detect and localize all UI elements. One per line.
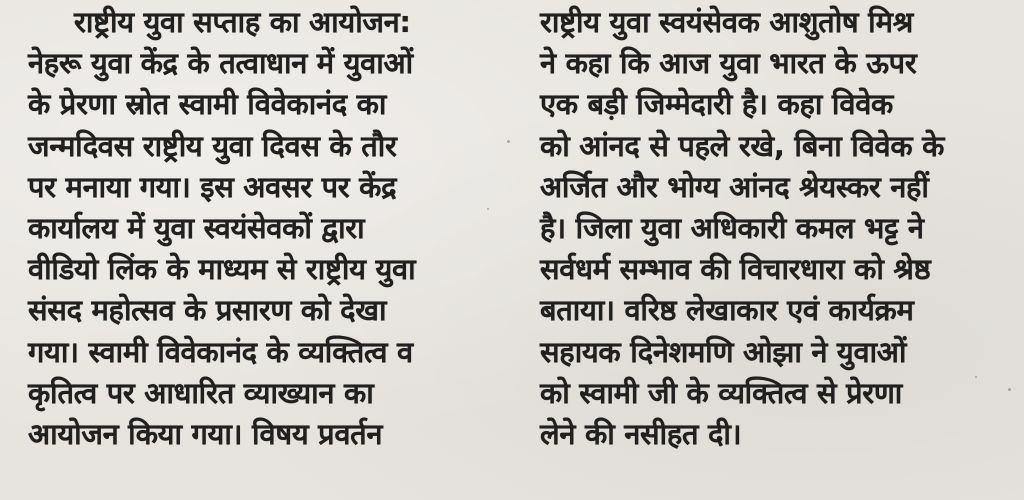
- print-speck: [975, 376, 977, 378]
- text-line: जन्मदिवस राष्ट्रीय युवा दिवस के तौर: [28, 128, 397, 163]
- text-line: के प्रेरणा स्रोत स्वामी विवेकानंद का: [28, 87, 387, 122]
- text-line: को आंनद से पहले रखे, बिना विवेक के: [540, 128, 945, 163]
- text-line: वीडियो लिंक के माध्यम से राष्ट्रीय युवा: [28, 252, 416, 287]
- text-line: राष्ट्रीय युवा स्वयंसेवक आशुतोष मिश्र: [540, 5, 913, 39]
- text-line: नेहरू युवा केंद्र के तत्वाधान में युवाओं: [28, 46, 413, 81]
- print-speck: [487, 208, 489, 210]
- text-line: बताया। वरिष्ठ लेखाकार एवं कार्यक्रम: [540, 293, 914, 328]
- text-line: सर्वधर्म सम्भाव की विचारधारा को श्रेष्ठ: [540, 252, 931, 287]
- text-line: सहायक दिनेशमणि ओझा ने युवाओं: [540, 334, 907, 369]
- text-line: को स्वामी जी के व्यक्तित्व से प्रेरणा: [540, 375, 903, 410]
- text-line: ने कहा कि आज युवा भारत के ऊपर: [540, 46, 917, 81]
- headline-line: राष्ट्रीय युवा सप्ताह का आयोजन:: [74, 5, 411, 39]
- text-line: आयोजन किया गया। विषय प्रवर्तन: [28, 417, 383, 452]
- text-line: पर मनाया गया। इस अवसर पर केंद्र: [28, 169, 397, 204]
- text-line: है। जिला युवा अधिकारी कमल भट्ट ने: [540, 211, 924, 246]
- print-speck: [1008, 388, 1011, 391]
- text-line: गया। स्वामी विवेकानंद के व्यक्तित्व व: [28, 334, 413, 369]
- text-line: एक बड़ी जिम्मेदारी है। कहा विवेक: [540, 87, 894, 122]
- right-column: [540, 2, 1010, 455]
- print-speck: [507, 140, 510, 143]
- text-line: लेने की नसीहत दी।: [540, 417, 742, 452]
- text-line: संसद महोत्सव के प्रसारण को देखा: [28, 293, 387, 328]
- text-line: कृतित्व पर आधारित व्याख्यान का: [28, 375, 374, 410]
- text-line: कार्यालय में युवा स्वयंसेवकों द्वारा: [28, 211, 365, 246]
- left-column: [28, 2, 498, 455]
- text-line: अर्जित और भोग्य आंनद श्रेयस्कर नहीं: [540, 169, 929, 204]
